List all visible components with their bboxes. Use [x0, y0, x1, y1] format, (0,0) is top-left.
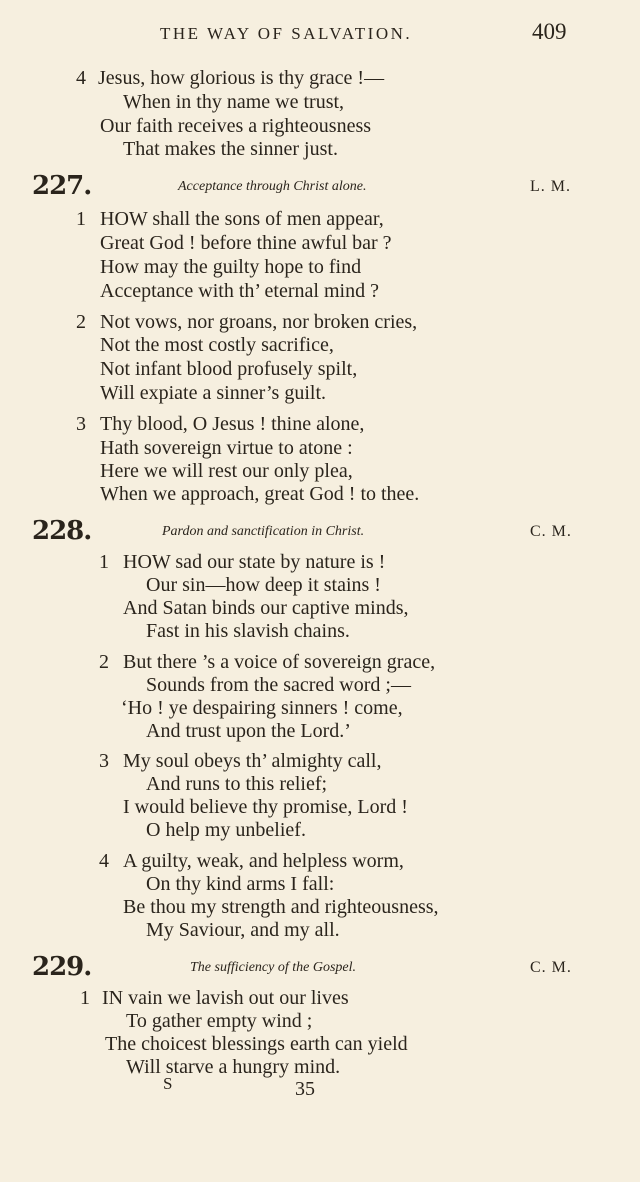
verse-number: 1: [99, 551, 109, 573]
verse-number: 2: [76, 311, 86, 333]
verse-line: Acceptance with th’ eternal mind ?: [100, 280, 379, 302]
verse-line: Not vows, nor groans, nor broken cries,: [100, 311, 418, 333]
verse-line: HOW shall the sons of men appear,: [100, 208, 384, 230]
verse-line: When in thy name we trust,: [123, 91, 345, 113]
hymn-number: 228.: [32, 516, 92, 546]
verse-line: Not infant blood profusely spilt,: [100, 358, 358, 380]
folio-number: 35: [295, 1078, 315, 1100]
verse-line: Jesus, how glorious is thy grace !—: [98, 67, 385, 89]
verse-line: Thy blood, O Jesus ! thine alone,: [100, 413, 365, 435]
hymn-number: 227.: [32, 171, 92, 201]
verse-line: IN vain we lavish out our lives: [102, 987, 349, 1009]
verse-line: How may the guilty hope to find: [100, 256, 362, 278]
verse-line: Here we will rest our only plea,: [100, 460, 353, 482]
hymn-title: Pardon and sanctification in Christ.: [162, 524, 365, 539]
verse-number: 3: [76, 413, 86, 435]
verse-line: To gather empty wind ;: [126, 1010, 313, 1032]
running-title: THE WAY OF SALVATION.: [160, 24, 413, 43]
verse-line: O help my unbelief.: [146, 819, 306, 841]
hymn-title: Acceptance through Christ alone.: [178, 179, 367, 194]
verse-number: 1: [76, 208, 86, 230]
running-header: [0, 19, 640, 46]
verse-line: My Saviour, and my all.: [146, 919, 340, 941]
verse-line: Fast in his slavish chains.: [146, 620, 350, 642]
verse-line: Will starve a hungry mind.: [126, 1056, 341, 1078]
verse-line: Our faith receives a righteousness: [100, 115, 372, 137]
verse-line: Our sin—how deep it stains !: [146, 574, 381, 596]
verse-line: That makes the sinner just.: [123, 138, 338, 160]
verse-line: When we approach, great God ! to thee.: [100, 483, 420, 505]
hymn-meter: L. M.: [530, 178, 571, 195]
verse-line: Sounds from the sacred word ;—: [146, 674, 411, 696]
verse-line: But there ’s a voice of sovereign grace,: [123, 651, 436, 673]
verse-line: Will expiate a sinner’s guilt.: [100, 382, 326, 404]
verse-line: ‘Ho ! ye despairing sinners ! come,: [121, 697, 403, 719]
verse-line: HOW sad our state by nature is !: [123, 551, 386, 573]
verse-line: Great God ! before thine awful bar ?: [100, 232, 392, 254]
verse-line: My soul obeys th’ almighty call,: [123, 750, 382, 772]
verse-number: 1: [80, 987, 90, 1009]
verse-line: I would believe thy promise, Lord !: [123, 796, 408, 818]
verse-line: The choicest blessings earth can yield: [105, 1033, 408, 1055]
signature-mark: S: [163, 1074, 173, 1093]
verse-line: And runs to this relief;: [146, 773, 328, 795]
verse-line: On thy kind arms I fall:: [146, 873, 335, 895]
hymn-meter: C. M.: [530, 959, 572, 976]
verse-number: 2: [99, 651, 109, 673]
hymn-meter: C. M.: [530, 523, 572, 540]
verse-number: 4: [76, 67, 86, 89]
verse-line: A guilty, weak, and helpless worm,: [123, 850, 404, 872]
verse-line: And Satan binds our captive minds,: [123, 597, 409, 619]
verse-line: Hath sovereign virtue to atone :: [100, 437, 353, 459]
page-number: 409: [532, 19, 567, 44]
verse-number: 3: [99, 750, 109, 772]
verse-line: Be thou my strength and righteousness,: [123, 896, 439, 918]
verse-line: And trust upon the Lord.’: [146, 720, 351, 742]
verse-number: 4: [99, 850, 109, 872]
hymn-number: 229.: [32, 952, 92, 982]
hymn-title: The sufficiency of the Gospel.: [190, 960, 357, 975]
verse-line: Not the most costly sacrifice,: [100, 334, 334, 356]
